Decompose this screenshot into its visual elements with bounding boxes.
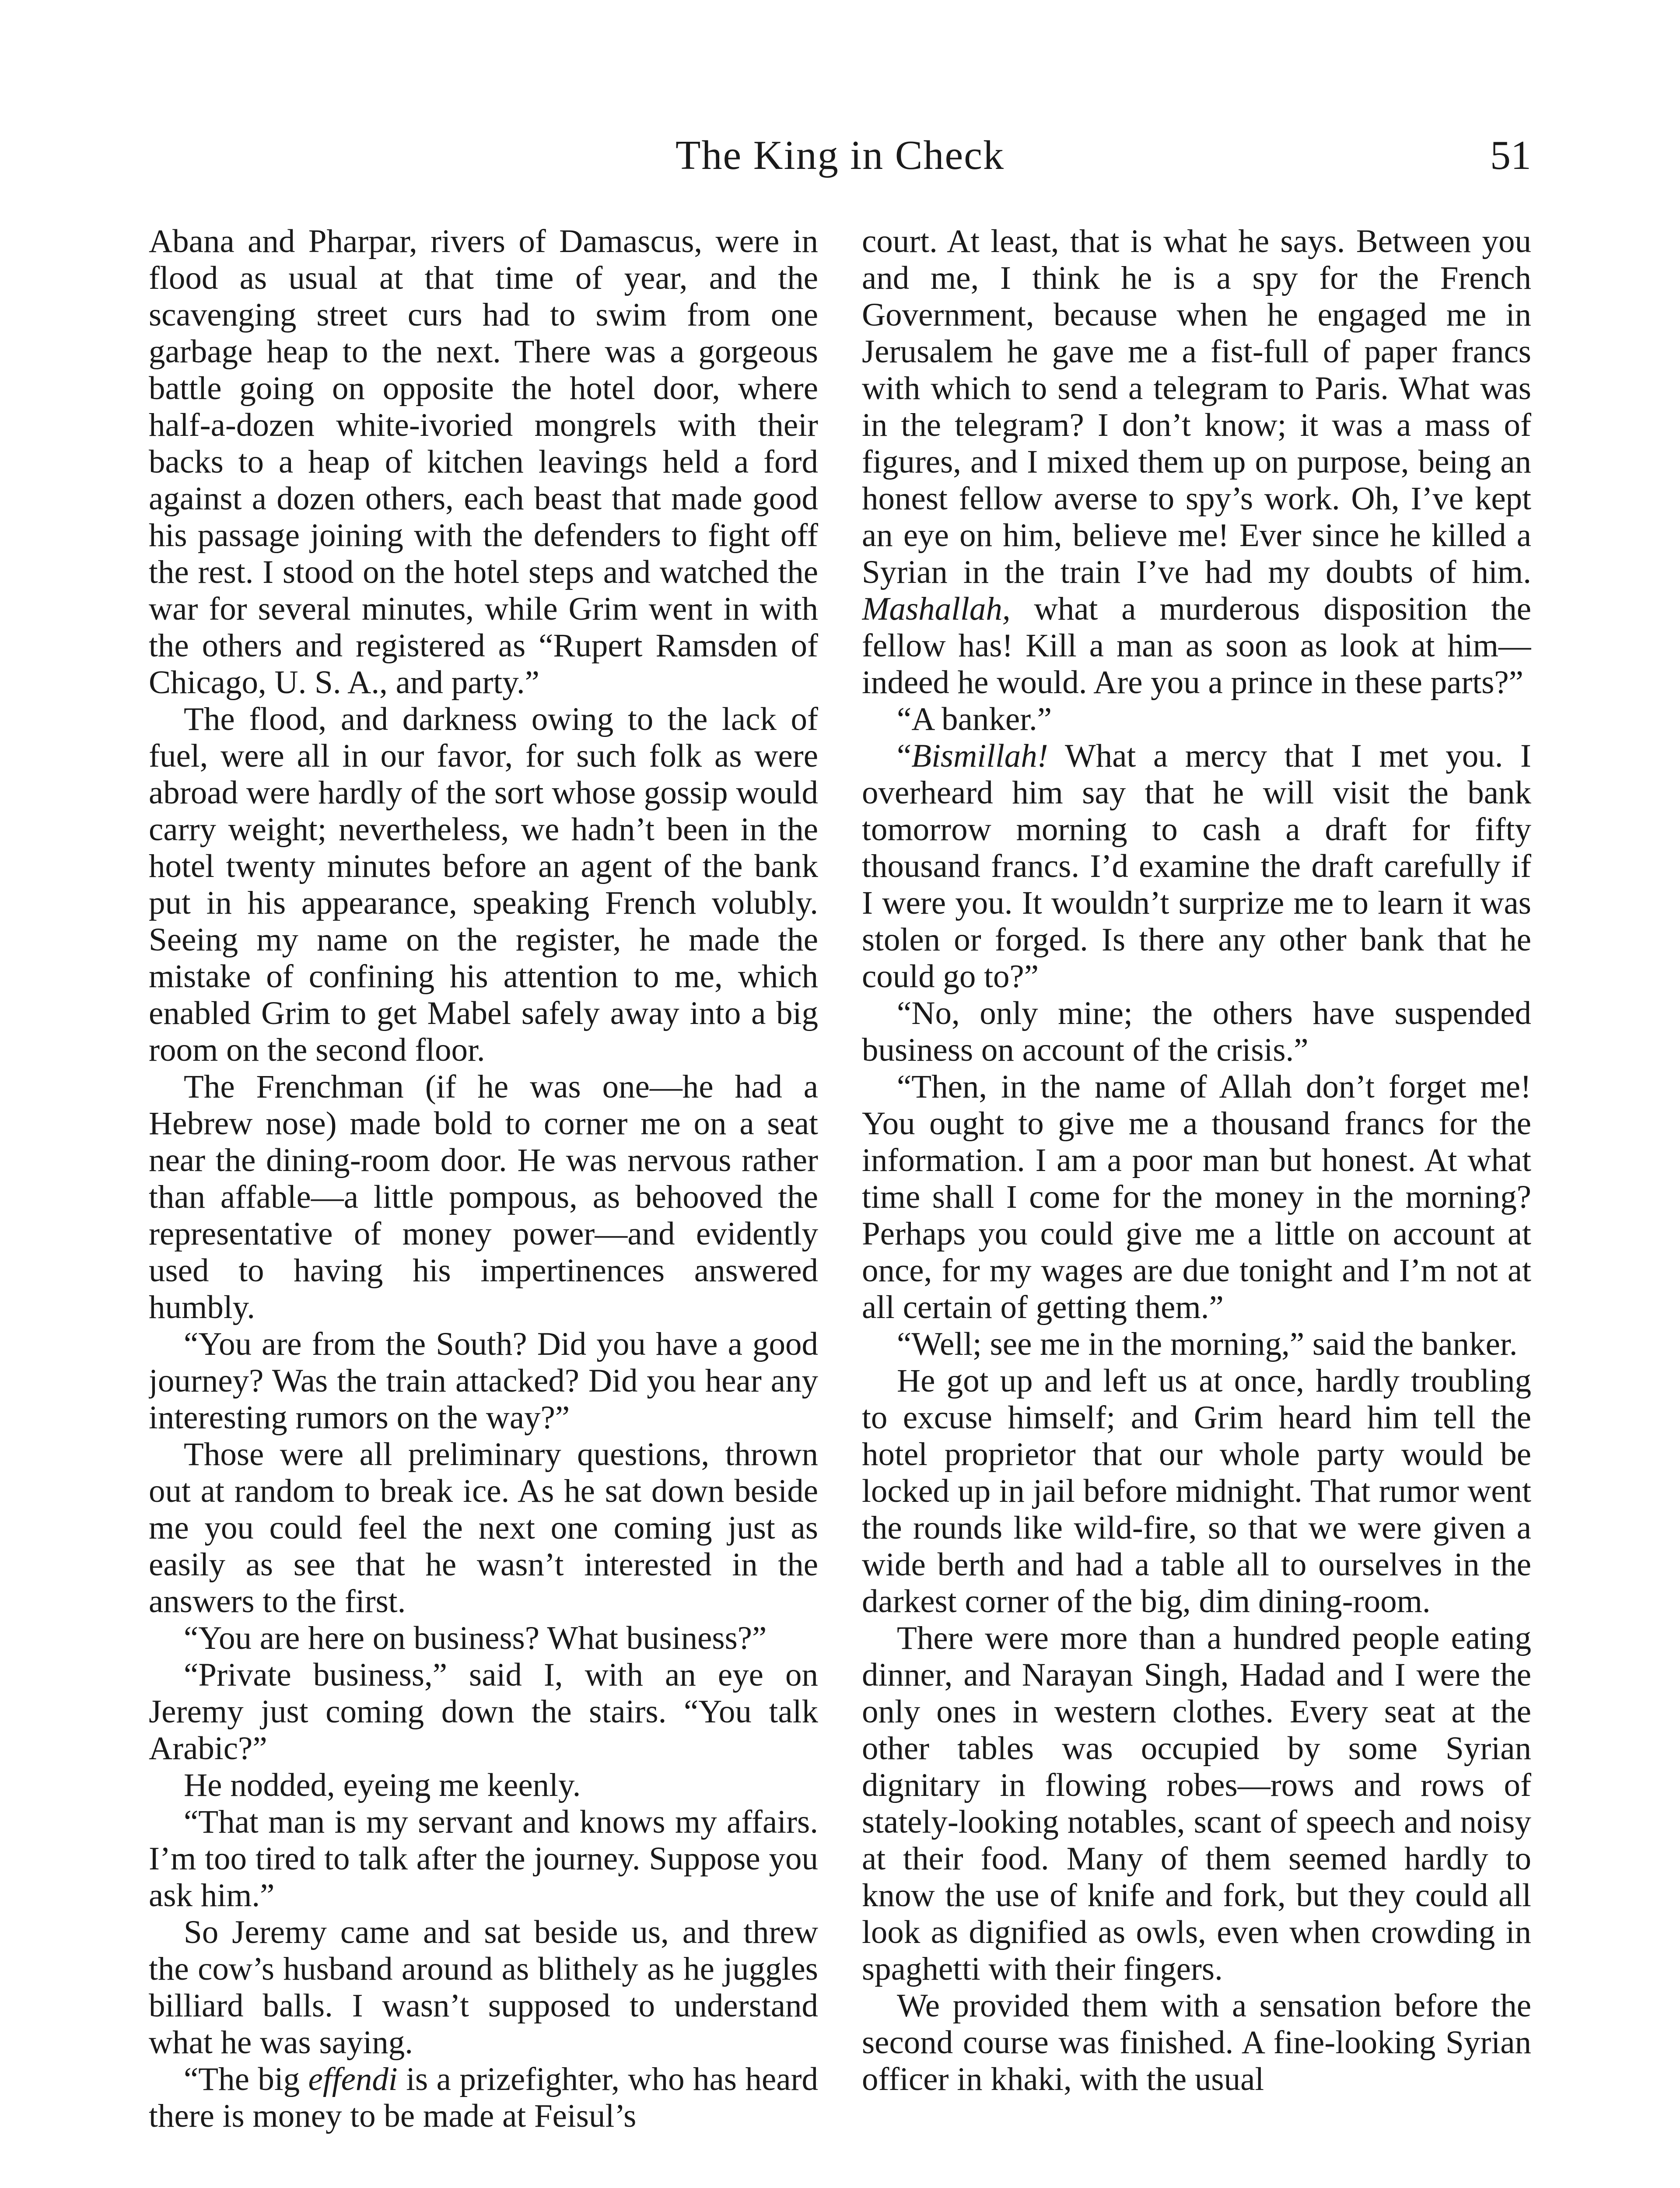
text-columns bbox=[149, 223, 1531, 2188]
running-title: The King in Check bbox=[676, 133, 1004, 178]
paragraph: “You are here on business? What business?” bbox=[184, 1620, 767, 1656]
left-column bbox=[149, 223, 818, 2188]
paragraph: There were more than a hundred people eating dinner, and Narayan Singh, Hadad and I were the only ones in western clothes. Every seat at the other tables was occupied by some Syrian dignitary in flowing robes—rows and rows of stately-looking notables, scant of speech and noisy at their food. Many of them seemed hardly to know the use of knife and fork, but they could all look as dignified as owls, even when crowding in spaghetti with their fingers. bbox=[862, 1620, 1531, 1987]
paragraph: He nodded, eyeing me keenly. bbox=[184, 1767, 581, 1803]
page-number: 51 bbox=[1490, 133, 1531, 178]
paragraph: “You are from the South? Did you have a good journey? Was the train attacked? Did you hear any interesting rumors on the way?” bbox=[149, 1326, 818, 1436]
right-column bbox=[862, 223, 1531, 2188]
paragraph: “No, only mine; the others have suspended business on account of the crisis.” bbox=[862, 995, 1531, 1068]
paragraph: Those were all preliminary questions, thrown out at random to break ice. As he sat down beside me you could feel the next one coming just as easily as see that he wasn’t interested in the answers to the first. bbox=[149, 1436, 818, 1620]
paragraph: Abana and Pharpar, rivers of Damascus, were in flood as usual at that time of year, and the scavenging street curs had to swim from one garbage heap to the next. There was a gorgeous battle going on opposite the hotel door, where half-a-dozen white-ivoried mongrels with their backs to a heap of kitchen leavings held a ford against a dozen others, each beast that made good his passage joining with the defenders to fight off the rest. I stood on the hotel steps and watched the war for several minutes, while Grim went in with the others and registered as “Rupert Ramsden of Chicago, U. S. A., and party.” bbox=[149, 223, 818, 701]
paragraph: “Then, in the name of Allah don’t forget me! You ought to give me a thousand francs for the information. I am a poor man but honest. At what time shall I come for the money in the morning? Perhaps you could give me a little on account at once, for my wages are due tonight and I’m not at all certain of getting them.” bbox=[862, 1069, 1531, 1325]
page-header bbox=[149, 127, 1531, 193]
paragraph: “Well; see me in the morning,” said the banker. bbox=[897, 1326, 1518, 1362]
paragraph: “Bismillah! What a mercy that I met you. I overheard him say that he will visit the bank tomorrow morning to cash a draft for fifty thousand francs. I’d examine the draft carefully if I were you. It wouldn’t surprize me to learn it was stolen or forged. Is there any other bank that he could go to?” bbox=[862, 738, 1531, 995]
paragraph: We provided them with a sensation before the second course was finished. A fine-looking Syrian officer in khaki, with the usual bbox=[862, 1988, 1531, 2097]
paragraph: So Jeremy came and sat beside us, and threw the cow’s husband around as blithely as he juggles billiard balls. I wasn’t supposed to understand what he was saying. bbox=[149, 1914, 818, 2061]
paragraph: court. At least, that is what he says. Between you and me, I think he is a spy for the French Government, because when he engaged me in Jerusalem he gave me a fist-full of paper francs with which to send a telegram to Paris. What was in the telegram? I don’t know; it was a mass of figures, and I mixed them up on purpose, being an honest fellow averse to spy’s work. Oh, I’ve kept an eye on him, believe me! Ever since he killed a Syrian in the train I’ve had my doubts of him. Mashallah, what a murderous disposition the fellow has! Kill a man as soon as look at him—indeed he would. Are you a prince in these parts?” bbox=[862, 223, 1531, 701]
paragraph: The Frenchman (if he was one—he had a Hebrew nose) made bold to corner me on a seat near the dining-room door. He was nervous rather than affable—a little pompous, as behooved the representative of money power—and evidently used to having his impertinences answered humbly. bbox=[149, 1069, 818, 1325]
paragraph: The flood, and darkness owing to the lack of fuel, were all in our favor, for such folk as were abroad were hardly of the sort whose gossip would carry weight; nevertheless, we hadn’t been in the hotel twenty minutes before an agent of the bank put in his appearance, speaking French volubly. Seeing my name on the register, he made the mistake of confining his attention to me, which enabled Grim to get Mabel safely away into a big room on the second floor. bbox=[149, 701, 818, 1068]
paragraph: “The big effendi is a prizefighter, who has heard there is money to be made at Feisul’s bbox=[149, 2061, 818, 2134]
paragraph: “A banker.” bbox=[897, 701, 1052, 737]
paragraph: “Private business,” said I, with an eye on Jeremy just coming down the stairs. “You talk Arabic?” bbox=[149, 1657, 818, 1767]
paragraph: He got up and left us at once, hardly troubling to excuse himself; and Grim heard him tell the hotel proprietor that our whole party would be locked up in jail before midnight. That rumor went the rounds like wild-fire, so that we were given a wide berth and had a table all to ourselves in the darkest corner of the big, dim dining-room. bbox=[862, 1363, 1531, 1620]
paragraph: “That man is my servant and knows my affairs. I’m too tired to talk after the journey. Suppose you ask him.” bbox=[149, 1804, 818, 1914]
